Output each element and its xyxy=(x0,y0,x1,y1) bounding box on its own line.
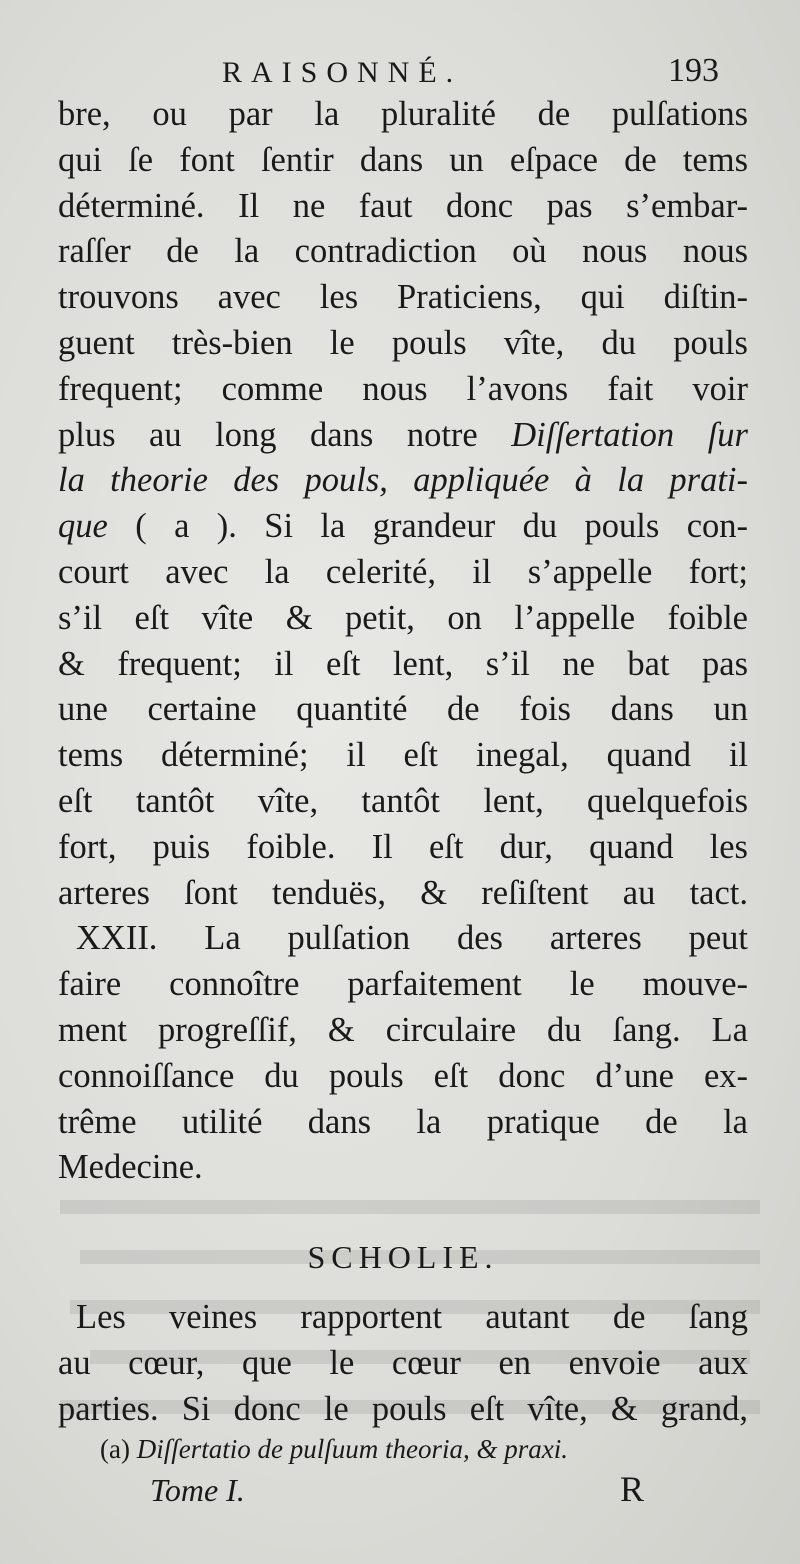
footnote-text: Diſſertatio de pulſuum theoria, & praxi. xyxy=(136,1434,568,1464)
text-line: & frequent; il eſt lent, s’il ne bat pas xyxy=(58,644,748,683)
footnote xyxy=(100,1434,750,1465)
running-head: RAISONNÉ. xyxy=(222,56,463,89)
text-line: guent très-bien le pouls vîte, du pouls xyxy=(58,323,748,362)
volume-signature: Tome I. xyxy=(150,1472,245,1508)
text-line: faire connoître parfaitement le mouve- xyxy=(58,965,748,1004)
text-line xyxy=(58,413,748,459)
text-line: raſſer de la contradiction où nous nous xyxy=(58,232,748,271)
text-line: bre, ou par la pluralité de pulſations xyxy=(58,95,748,133)
text-line: trouvons avec les Praticiens, qui diſtin- xyxy=(58,278,748,317)
text-line: Les veines rapportent autant de ſang xyxy=(76,1298,748,1337)
text-line: tems déterminé; il eſt inegal, quand il xyxy=(58,736,748,775)
signature-mark: R xyxy=(620,1469,645,1509)
page-header xyxy=(0,46,800,96)
text-line: trême utilité dans la pratique de la xyxy=(58,1102,748,1141)
text-line: parties. Si donc le pouls eſt vîte, & grand, xyxy=(58,1389,748,1428)
text-line: une certaine quantité de fois dans un xyxy=(58,690,748,729)
text-line: s’il eſt vîte & petit, on l’appelle foible xyxy=(58,598,748,637)
text-line xyxy=(58,504,748,550)
italic-title: que xyxy=(58,507,108,546)
text-line: XXII. La pulſation des arteres peut xyxy=(76,919,748,958)
text-line: arteres ſont tenduës, & reſiſtent au tact. xyxy=(58,873,748,912)
text-line: au cœur, que le cœur en envoie aux xyxy=(58,1343,748,1382)
text-line: connoiſſance du pouls eſt donc d’une ex- xyxy=(58,1056,748,1095)
text-segment: ( a ). Si la grandeur du pouls con- xyxy=(135,507,748,546)
text-line: Medecine. xyxy=(58,1148,203,1187)
page-number: 193 xyxy=(668,52,719,89)
text-line: frequent; comme nous l’avons fait voir xyxy=(58,369,748,408)
text-line: eſt tantôt vîte, tantôt lent, quelquefois xyxy=(58,781,748,820)
text-segment: plus au long dans notre xyxy=(58,415,478,454)
italic-title: Diſſertation ſur xyxy=(511,415,748,454)
section-heading: SCHOLIE. xyxy=(307,1239,499,1276)
italic-title-line: la theorie des pouls, appliquée à la prati- xyxy=(58,461,748,500)
text-line: qui ſe font ſentir dans un eſpace de tems xyxy=(58,140,748,179)
text-line: court avec la celerité, il s’appelle fort; xyxy=(58,552,748,591)
body-text xyxy=(58,92,748,1433)
text-line: déterminé. Il ne faut donc pas s’embar- xyxy=(58,186,748,225)
footnote-marker: (a) xyxy=(100,1434,130,1464)
text-line: ment progreſſif, & circulaire du ſang. La xyxy=(58,1010,748,1049)
text-line: fort, puis foible. Il eſt dur, quand les xyxy=(58,827,748,866)
